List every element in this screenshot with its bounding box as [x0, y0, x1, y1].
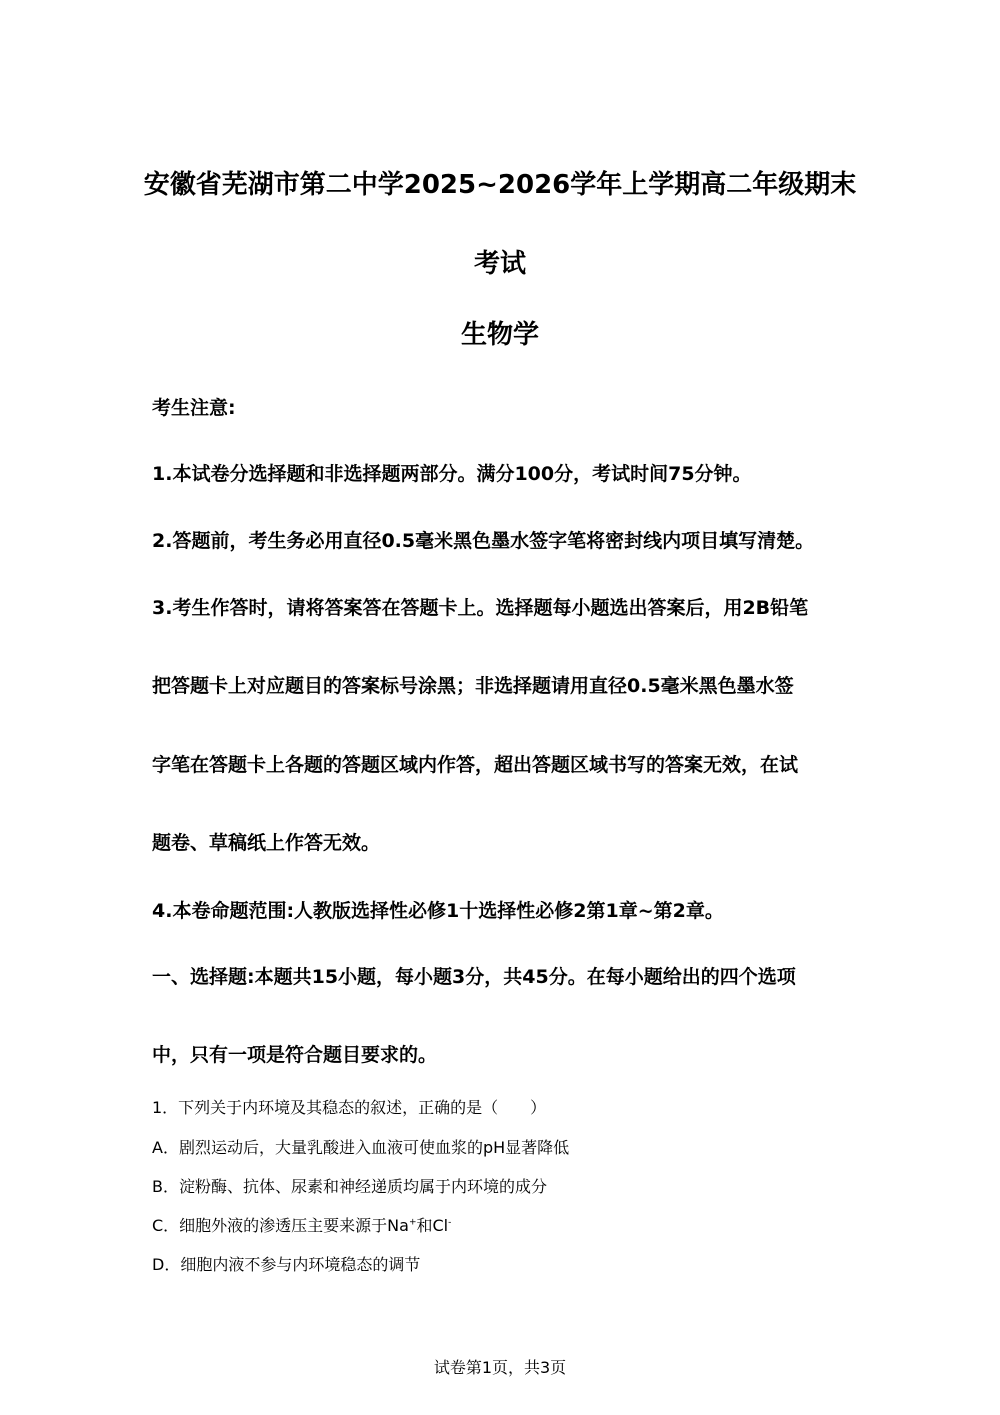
- sodium-charge: +: [408, 1217, 417, 1228]
- question-1-option-d: D．细胞内液不参与内环境稳态的调节: [152, 1255, 421, 1274]
- notice-item-3-line-1: 3.考生作答时，请将答案答在答题卡上。选择题每小题选出答案后，用2B铅笔: [152, 597, 809, 619]
- question-1-stem: 1．下列关于内环境及其稳态的叙述，正确的是（ ）: [152, 1098, 547, 1117]
- option-c-text-mid: 和Cl: [416, 1216, 449, 1235]
- notice-item-3-line-2: 把答题卡上对应题目的答案标号涂黑；非选择题请用直径0.5毫米黑色墨水签: [152, 675, 794, 697]
- page-title-line-2: 考试: [473, 249, 526, 279]
- notice-item-3-line-3: 字笔在答题卡上各题的答题区域内作答，超出答题区域书写的答案无效，在试: [152, 754, 799, 776]
- notice-item-2: 2.答题前，考生务必用直径0.5毫米黑色墨水签字笔将密封线内项目填写清楚。: [152, 530, 815, 552]
- question-1-option-a: A．剧烈运动后，大量乳酸进入血液可使血浆的pH显著降低: [152, 1138, 570, 1157]
- notice-item-1: 1.本试卷分选择题和非选择题两部分。满分100分，考试时间75分钟。: [152, 463, 752, 485]
- notice-heading: 考生注意:: [152, 397, 236, 419]
- notice-item-4: 4.本卷命题范围:人教版选择性必修1十选择性必修2第1章~第2章。: [152, 900, 724, 922]
- notice-item-3-line-4: 题卷、草稿纸上作答无效。: [152, 832, 381, 854]
- question-1-option-c: [152, 1215, 852, 1237]
- option-c-text-prefix: C．细胞外液的渗透压主要来源于Na: [152, 1216, 409, 1235]
- question-1-option-b: B．淀粉酶、抗体、尿素和神经递质均属于内环境的成分: [152, 1177, 547, 1196]
- page-footer: 试卷第1页，共3页: [433, 1358, 567, 1377]
- subject-title: 生物学: [460, 320, 539, 350]
- page-title-line-1: 安徽省芜湖市第二中学2025~2026学年上学期高二年级期末: [143, 170, 857, 200]
- section-heading-line-2: 中，只有一项是符合题目要求的。: [152, 1044, 438, 1066]
- chloride-charge: -: [448, 1217, 452, 1228]
- section-heading-line-1: 一、选择题:本题共15小题，每小题3分，共45分。在每小题给出的四个选项: [152, 966, 796, 988]
